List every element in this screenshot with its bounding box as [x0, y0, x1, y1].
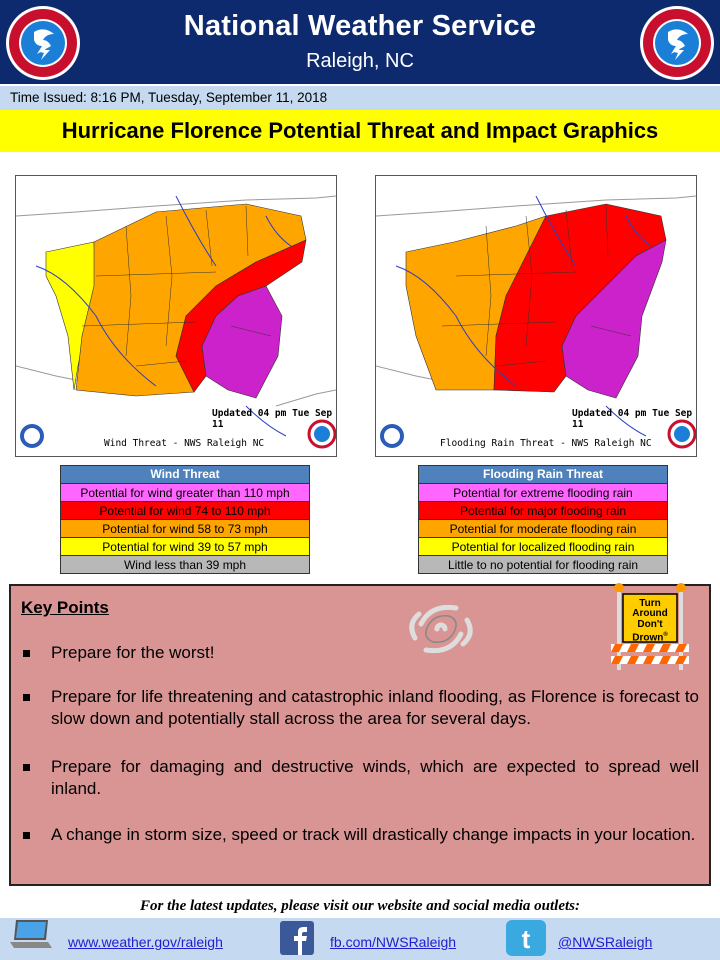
key-point-text: A change in storm size, speed or track will drastically change impacts in your location.	[51, 825, 696, 844]
flood-legend-row: Potential for major flooding rain	[419, 501, 667, 519]
nws-logo-icon	[638, 4, 716, 82]
key-point-item	[19, 642, 699, 664]
wind-legend-row: Potential for wind 74 to 110 mph	[61, 501, 309, 519]
facebook-icon	[280, 921, 314, 955]
sign-text-around: Around	[632, 608, 668, 619]
sign-text-turn: Turn	[639, 598, 661, 609]
wind-legend-row: Potential for wind 39 to 57 mph	[61, 537, 309, 555]
flood-legend-row: Potential for extreme flooding rain	[419, 483, 667, 501]
facebook-link[interactable]: fb.com/NWSRaleigh	[330, 934, 457, 950]
flood-threat-map	[375, 175, 697, 457]
page-title: National Weather Service	[183, 10, 537, 42]
flood-legend-title: Flooding Rain Threat	[419, 466, 667, 483]
twitter-icon	[506, 920, 546, 956]
key-point-text: Prepare for life threatening and catastrophic inland flooding, as Florence is forecast to slow down and potentially stall across the area for several days.	[51, 687, 699, 728]
wind-threat-map	[15, 175, 337, 457]
key-point-item	[19, 686, 699, 730]
wind-map-updated: Updated 04 pm Tue Sep 11	[212, 408, 333, 430]
flood-legend-row: Little to no potential for flooding rain	[419, 555, 667, 573]
wind-threat-legend	[60, 465, 310, 574]
sign-text-dont: Don't	[637, 619, 663, 630]
wind-legend-row: Wind less than 39 mph	[61, 555, 309, 573]
office-location: Raleigh, NC	[306, 50, 414, 72]
wind-legend-row: Potential for wind 58 to 73 mph	[61, 519, 309, 537]
bullet-square-icon	[23, 694, 30, 701]
bullet-square-icon	[23, 832, 30, 839]
flood-threat-legend	[418, 465, 668, 574]
flood-map-caption: Flooding Rain Threat - NWS Raleigh NC	[440, 438, 652, 449]
key-points-title: Key Points	[21, 598, 109, 617]
laptop-icon	[8, 918, 54, 952]
key-point-item	[19, 824, 699, 846]
flood-map-updated: Updated 04 pm Tue Sep 11	[572, 408, 693, 430]
svg-text:t: t	[521, 924, 531, 954]
sign-registered-mark: ®	[663, 632, 668, 638]
flood-legend-row: Potential for localized flooding rain	[419, 537, 667, 555]
wind-legend-title: Wind Threat	[61, 466, 309, 483]
key-point-item	[19, 756, 699, 800]
bullet-square-icon	[23, 764, 30, 771]
bullet-square-icon	[23, 650, 30, 657]
key-points-box	[9, 584, 711, 886]
wind-map-caption: Wind Threat - NWS Raleigh NC	[104, 438, 265, 449]
header-bar	[0, 0, 720, 84]
twitter-link[interactable]: @NWSRaleigh	[558, 934, 653, 950]
footer-message: For the latest updates, please visit our website and social media outlets:	[139, 898, 580, 914]
key-point-text: Prepare for the worst!	[51, 643, 215, 662]
sign-text-drown-word: Drown	[632, 632, 664, 644]
headline-banner: Hurricane Florence Potential Threat and Impact Graphics	[0, 110, 720, 152]
key-point-text: Prepare for damaging and destructive winds, which are expected to spread well inland.	[51, 757, 699, 798]
flood-legend-row: Potential for moderate flooding rain	[419, 519, 667, 537]
wind-legend-row: Potential for wind greater than 110 mph	[61, 483, 309, 501]
website-link[interactable]: www.weather.gov/raleigh	[68, 934, 223, 950]
time-issued: Time Issued: 8:16 PM, Tuesday, September 11, 2018	[0, 86, 720, 110]
